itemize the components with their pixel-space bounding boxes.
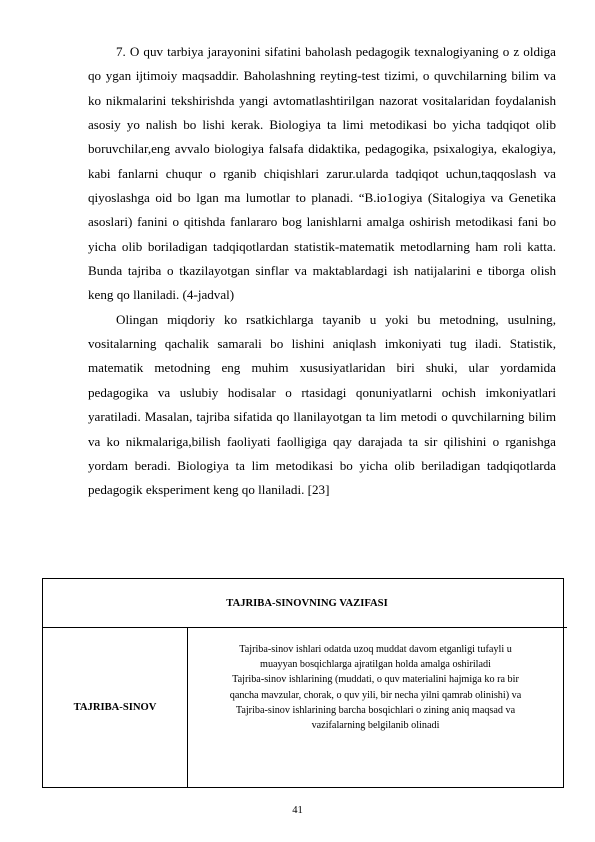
description-line: vazifalarning belgilanib olinadi <box>311 720 440 732</box>
description-line: Tajriba-sinov ishlarining barcha bosqichlari o zining aniq maqsad va <box>235 704 516 716</box>
table-row-label: TAJRIBA-SINOV <box>43 628 188 787</box>
table-row-description <box>188 642 563 733</box>
table-row <box>43 628 563 787</box>
description-line: Tajriba-sinov ishlari odatda uzoq muddat davom etganligi tufayli u <box>239 644 512 655</box>
table-header: TAJRIBA-SINOVNING VAZIFASI <box>43 579 567 628</box>
description-line: Tajriba-sinov ishlarining (muddati, o quv materialini hajmiga ko ra bir <box>232 674 519 686</box>
body-text <box>88 40 556 503</box>
description-line: qancha mavzular, chorak, o quv yili, bir necha yilni qamrab olinishi) va <box>229 689 522 701</box>
paragraph-2: Olingan miqdoriy ko rsatkichlarga tayanib u yoki bu metodning, usulning, vositalarning qachalik samarali bo lishini aniqlash imkoniyati tug iladi. Statistik, matematik metodning eng muhim xususiyatlaridan biri shuki, ular yordamida pedagogika va uslubiy hodisalar o rtasidagi qonuniyatlarni ochish imkoniyatlari yaratiladi. Masalan, tajriba sifatida qo llanilayotgan ta lim metodi o quvchilarning bilim va ko nikmalariga,bilish faoliyati faolligiga qay darajada ta sir qilishini o rganishga yordam beradi. Biologiya ta lim metodikasi bo yicha olib beriladigan tadqiqotlarda pedagogik eksperiment keng qo llaniladi. [23] <box>88 311 556 498</box>
task-table <box>42 578 564 788</box>
paragraph-1: 7. O quv tarbiya jarayonini sifatini baholash pedagogik texnalogiyaning o z oldiga qo ygan ijtimoiy maqsaddir. Baholashning reyting-test tizimi, o quvchilarning bilim va ko nikmalarini tekshirishda yangi avtomatlashtirilgan nazorat vositalaridan foydalanish asosiy yo nalish bo lishi kerak. Biologiya ta limi metodikasi bo yicha tadqiqot olib boruvchilar,eng avvalo biologiya falsafa didaktika, pedagogika, psixalogiya, ekalogiya, kabi fanlarni chuqur o rganib chiqishlari zarur.ularda tadqiqot uchun,taqqoslash va qiyoslashga oid bo lgan ma lumotlar to planadi. “B.io1ogiya (Sitalogiya va Genetika asoslari) fanini o qitishda fanlararo bog lanishlarni amalga oshirish metodikasi fani bo yicha olib boriladigan tadqiqotlardan statistik-matematik metodlarning ham roli katta. Bunda tajriba o tkazilayotgan sinflar va maktablardagi ish natijalarini e tiborga olish keng qo llaniladi. (4-jadval) <box>88 44 556 303</box>
description-line: muayyan bosqichlarga ajratilgan holda amalga oshiriladi <box>260 659 491 671</box>
page-number: 41 <box>292 805 303 816</box>
